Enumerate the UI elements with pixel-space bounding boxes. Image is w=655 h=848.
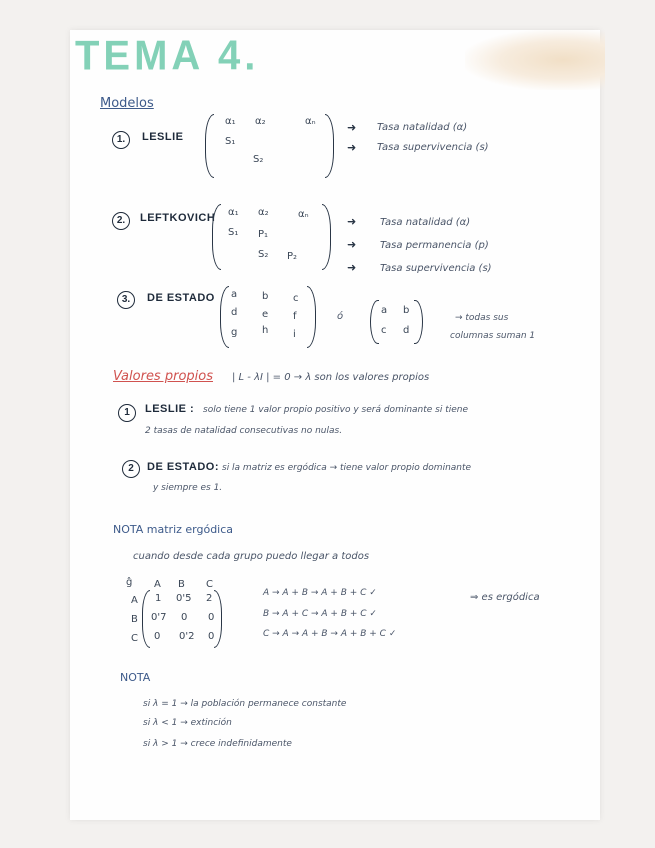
valores-estado-label: DE ESTADO: [147, 461, 220, 473]
leslie-cell: α₁ [225, 116, 236, 127]
leftkovich-cell: α₂ [258, 207, 269, 218]
nota1-result: ⇒ es ergódica [470, 592, 540, 603]
leslie-desc: Tasa supervivencia (s) [377, 142, 489, 153]
estado2-cell: c [381, 325, 387, 336]
estado-left-bracket [220, 286, 229, 348]
estado-cell: h [262, 325, 269, 336]
nota1-row-header: B [131, 614, 138, 625]
page-title: TEMA 4. [75, 32, 260, 80]
leftkovich-cell: α₁ [228, 207, 239, 218]
estado-cell: e [262, 309, 269, 320]
leftkovich-cell: P₂ [287, 251, 298, 262]
estado-cell: c [293, 293, 299, 304]
nota1-corner: ĝ [126, 577, 133, 588]
nota1-path: C → A → A + B → A + B + C ✓ [263, 629, 397, 639]
nota1-cell: 0 [154, 631, 161, 642]
leftkovich-number: 2. [112, 208, 130, 230]
valores-leslie-label: LESLIE : [145, 403, 195, 415]
arrow-icon: ➜ [347, 121, 357, 134]
leftkovich-left-bracket [212, 204, 221, 270]
estado-cell: d [231, 307, 238, 318]
nota1-path: B → A + C → A + B + C ✓ [263, 609, 377, 619]
estado2-cell: b [403, 305, 410, 316]
valores-estado-text: y siempre es 1. [153, 483, 223, 493]
nota1-cell: 0'5 [176, 593, 192, 604]
leftkovich-cell: P₁ [258, 229, 269, 240]
leftkovich-desc: Tasa supervivencia (s) [380, 263, 492, 274]
estado-number: 3. [117, 287, 135, 309]
leftkovich-label: LEFTKOVICH [140, 212, 216, 224]
leftkovich-cell: αₙ [298, 209, 309, 220]
valores-estado-text: si la matriz es ergódica → tiene valor propio dominante [222, 463, 472, 473]
valores-estado-number: 2 [122, 456, 140, 478]
estado-cell: b [262, 291, 269, 302]
nota1-cell: 0'2 [179, 631, 195, 642]
nota1-row-header: A [131, 595, 138, 606]
paper-stain [465, 30, 605, 90]
nota1-cell: 2 [206, 593, 213, 604]
estado-cell: i [293, 329, 296, 340]
leftkovich-desc: Tasa permanencia (p) [380, 240, 489, 251]
leftkovich-cell: S₁ [228, 227, 239, 238]
leslie-number: 1. [112, 127, 130, 149]
arrow-icon: ➜ [347, 215, 357, 228]
nota1-path: A → A + B → A + B + C ✓ [263, 588, 377, 598]
nota1-cell: 0'7 [151, 612, 167, 623]
nota1-left-bracket [142, 590, 150, 648]
nota1-col-header: A [154, 579, 161, 590]
estado-desc: columnas suman 1 [450, 331, 536, 341]
valores-leslie-text: solo tiene 1 valor propio positivo y será dominante si tiene [203, 405, 469, 415]
nota1-cell: 0 [208, 612, 215, 623]
valores-leslie-number: 1 [118, 400, 136, 422]
estado-desc: → todas sus [455, 313, 509, 323]
nota1-cell: 1 [155, 593, 162, 604]
estado-label: DE ESTADO [147, 292, 215, 304]
nota1-col-header: C [206, 579, 213, 590]
estado-cell: f [293, 311, 297, 322]
valores-heading: Valores propios [113, 369, 213, 384]
estado2-cell: a [381, 305, 388, 316]
leslie-desc: Tasa natalidad (α) [377, 122, 468, 133]
leftkovich-cell: S₂ [258, 249, 269, 260]
nota2-line: si λ > 1 → crece indefinidamente [143, 739, 292, 749]
estado2-cell: d [403, 325, 410, 336]
estado-cell: a [231, 289, 238, 300]
estado2-left-bracket [370, 300, 379, 344]
nota1-heading: NOTA matriz ergódica [113, 523, 234, 536]
estado-cell: g [231, 327, 238, 338]
nota1-cell: 0 [181, 612, 188, 623]
arrow-icon: ➜ [347, 261, 357, 274]
estado-or: ó [337, 311, 344, 322]
nota2-heading: NOTA [120, 671, 151, 684]
arrow-icon: ➜ [347, 238, 357, 251]
nota1-col-header: B [178, 579, 185, 590]
nota2-line: si λ = 1 → la población permanece constante [143, 699, 347, 709]
valores-leslie-text: 2 tasas de natalidad consecutivas no nulas. [145, 426, 343, 436]
leslie-left-bracket [205, 114, 214, 178]
arrow-icon: ➜ [347, 141, 357, 154]
leslie-label: LESLIE [142, 131, 184, 143]
nota1-cell: 0 [208, 631, 215, 642]
leslie-cell: S₂ [253, 154, 264, 165]
leslie-cell: αₙ [305, 116, 316, 127]
leslie-cell: S₁ [225, 136, 236, 147]
leftkovich-desc: Tasa natalidad (α) [380, 217, 471, 228]
modelos-heading: Modelos [100, 96, 154, 111]
nota1-text: cuando desde cada grupo puedo llegar a todos [133, 551, 370, 562]
valores-formula: | L - λI | = 0 → λ son los valores propios [232, 372, 430, 383]
nota2-line: si λ < 1 → extinción [143, 718, 232, 728]
nota1-row-header: C [131, 633, 138, 644]
leslie-cell: α₂ [255, 116, 266, 127]
